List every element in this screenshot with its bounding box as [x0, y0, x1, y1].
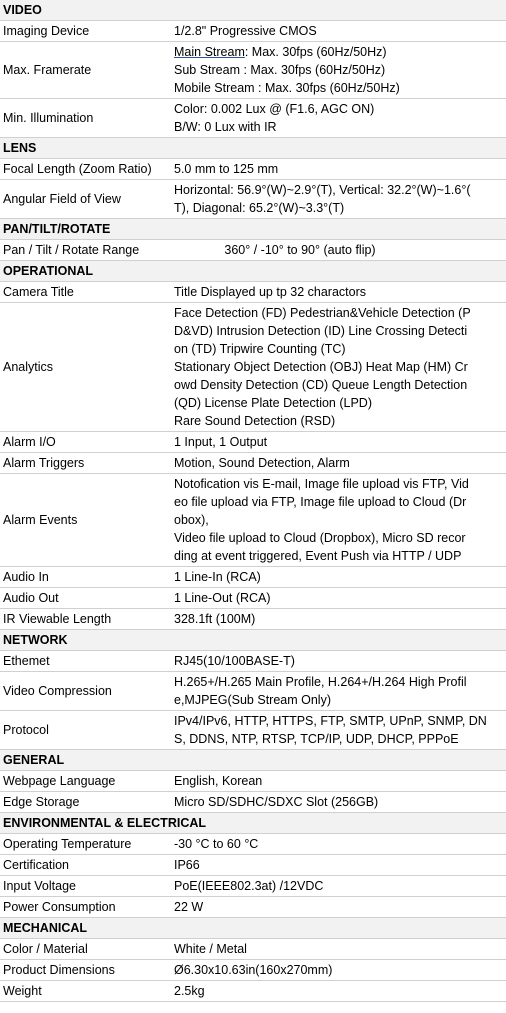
- spec-label: Max. Framerate: [3, 63, 92, 77]
- spec-value-line: 2.5kg: [174, 984, 205, 998]
- spec-row: [0, 960, 506, 981]
- spec-value-line: 360° / -10° to 90° (auto flip): [224, 243, 376, 257]
- spec-row: [0, 42, 506, 99]
- spec-row: [0, 651, 506, 672]
- spec-row: [0, 432, 506, 453]
- spec-value-line: 22 W: [174, 900, 204, 914]
- spec-value: [174, 21, 506, 41]
- spec-value-line: on (TD) Tripwire Counting (TC): [174, 342, 346, 356]
- spec-value-line: Stationary Object Detection (OBJ) Heat Map (HM) Cr: [174, 360, 468, 374]
- spec-value-line: 1 Line-Out (RCA): [174, 591, 271, 605]
- spec-value-line: PoE(IEEE802.3at) /12VDC: [174, 879, 324, 893]
- section-header: GENERAL: [0, 750, 506, 771]
- spec-value: [174, 42, 506, 98]
- spec-value-line: Mobile Stream : Max. 30fps (60Hz/50Hz): [174, 81, 400, 95]
- spec-value-line: IP66: [174, 858, 200, 872]
- section-header: LENS: [0, 138, 506, 159]
- spec-label: Alarm Triggers: [3, 456, 85, 470]
- section-header: ENVIRONMENTAL & ELECTRICAL: [0, 813, 506, 834]
- spec-value-line: B/W: 0 Lux with IR: [174, 120, 277, 134]
- spec-value: [174, 897, 506, 917]
- spec-row: [0, 303, 506, 432]
- spec-label: Color / Material: [3, 942, 88, 956]
- spec-label: IR Viewable Length: [3, 612, 112, 626]
- spec-row: [0, 567, 506, 588]
- spec-row: [0, 834, 506, 855]
- spec-row: [0, 939, 506, 960]
- spec-label: Angular Field of View: [3, 192, 121, 206]
- spec-row: [0, 453, 506, 474]
- section-header: OPERATIONAL: [0, 261, 506, 282]
- spec-value-line: 1 Input, 1 Output: [174, 435, 268, 449]
- spec-value-line: S, DDNS, NTP, RTSP, TCP/IP, UDP, DHCP, PPPoE: [174, 732, 459, 746]
- spec-value: [174, 282, 506, 302]
- spec-value-line: 1/2.8" Progressive CMOS: [174, 24, 317, 38]
- spec-value: [174, 588, 506, 608]
- spec-value: [174, 981, 506, 1001]
- spec-value-line: e,MJPEG(Sub Stream Only): [174, 693, 331, 707]
- spec-row: [0, 21, 506, 42]
- spec-value-line: 1 Line-In (RCA): [174, 570, 261, 584]
- spec-label: Ethemet: [3, 654, 50, 668]
- spec-row: [0, 240, 506, 261]
- spec-row: [0, 771, 506, 792]
- spec-label: Pan / Tilt / Rotate Range: [3, 243, 140, 257]
- spec-label: Alarm I/O: [3, 435, 56, 449]
- spec-row: [0, 792, 506, 813]
- spec-value: [174, 960, 506, 980]
- spec-value-line: Ø6.30x10.63in(160x270mm): [174, 963, 333, 977]
- spec-label: Camera Title: [3, 285, 74, 299]
- spec-value-line: Video file upload to Cloud (Dropbox), Micro SD recor: [174, 531, 466, 545]
- spec-value-line: eo file upload via FTP, Image file upload to Cloud (Dr: [174, 495, 467, 509]
- spec-label: Edge Storage: [3, 795, 80, 809]
- spec-value: [174, 567, 506, 587]
- spec-value: [174, 711, 506, 749]
- spec-row: [0, 672, 506, 711]
- spec-value: [174, 474, 506, 566]
- spec-label: Analytics: [3, 360, 54, 374]
- spec-value: [174, 99, 506, 137]
- spec-value: [174, 792, 506, 812]
- spec-value-line: Rare Sound Detection (RSD): [174, 414, 336, 428]
- spec-value-line: RJ45(10/100BASE-T): [174, 654, 295, 668]
- spec-value-line: -30 °C to 60 °C: [174, 837, 259, 851]
- spec-value: [174, 672, 506, 710]
- section-header: MECHANICAL: [0, 918, 506, 939]
- spec-label: Imaging Device: [3, 24, 90, 38]
- spec-label: Weight: [3, 984, 42, 998]
- spec-row: [0, 855, 506, 876]
- spec-value: [174, 939, 506, 959]
- spec-value-line: IPv4/IPv6, HTTP, HTTPS, FTP, SMTP, UPnP, SNMP, DN: [174, 714, 487, 728]
- spec-row: [0, 474, 506, 567]
- spec-value-line: ding at event triggered, Event Push via HTTP / UDP: [174, 549, 462, 563]
- spec-label: Webpage Language: [3, 774, 116, 788]
- spec-value: [174, 771, 506, 791]
- spec-value: [174, 240, 506, 260]
- spec-value-line: obox),: [174, 513, 209, 527]
- spec-label: Product Dimensions: [3, 963, 115, 977]
- spec-value-line: Title Displayed up tp 32 charactors: [174, 285, 366, 299]
- spec-value-line: (QD) License Plate Detection (LPD): [174, 396, 372, 410]
- spec-value: [174, 609, 506, 629]
- spec-label: Alarm Events: [3, 513, 78, 527]
- spec-value-line: Sub Stream : Max. 30fps (60Hz/50Hz): [174, 63, 386, 77]
- spec-row: [0, 99, 506, 138]
- spec-value-line: Motion, Sound Detection, Alarm: [174, 456, 350, 470]
- spec-value-line: D&VD) Intrusion Detection (ID) Line Crossing Detecti: [174, 324, 468, 338]
- spec-value-line: Notofication vis E-mail, Image file upload vis FTP, Vid: [174, 477, 469, 491]
- spec-row: [0, 159, 506, 180]
- spec-label: Power Consumption: [3, 900, 116, 914]
- spec-row: [0, 180, 506, 219]
- spec-label: Min. Illumination: [3, 111, 94, 125]
- spec-value-line: 328.1ft (100M): [174, 612, 256, 626]
- spec-value-line: T), Diagonal: 65.2°(W)~3.3°(T): [174, 201, 345, 215]
- spec-label: Certification: [3, 858, 69, 872]
- spec-value: [174, 180, 506, 218]
- spec-row: [0, 282, 506, 303]
- spec-value: [174, 651, 506, 671]
- spec-value-line: Horizontal: 56.9°(W)~2.9°(T), Vertical: 32.2°(W)~1.6°(: [174, 183, 471, 197]
- spec-label: Focal Length (Zoom Ratio): [3, 162, 152, 176]
- spec-value-line: Color: 0.002 Lux @ (F1.6, AGC ON): [174, 102, 375, 116]
- spec-value: [174, 432, 506, 452]
- spec-label: Input Voltage: [3, 879, 76, 893]
- spec-row: [0, 711, 506, 750]
- section-header: VIDEO: [0, 0, 506, 21]
- spec-value-line: Micro SD/SDHC/SDXC Slot (256GB): [174, 795, 379, 809]
- spec-value: [174, 876, 506, 896]
- spec-row: [0, 588, 506, 609]
- spec-value: [174, 159, 506, 179]
- spec-value-line: White / Metal: [174, 942, 247, 956]
- section-header: NETWORK: [0, 630, 506, 651]
- spec-row: [0, 609, 506, 630]
- spec-value-line: owd Density Detection (CD) Queue Length Detection: [174, 378, 468, 392]
- spec-value: [174, 453, 506, 473]
- spec-value-line: English, Korean: [174, 774, 263, 788]
- spec-label: Audio Out: [3, 591, 59, 605]
- spec-label: Video Compression: [3, 684, 112, 698]
- spec-value-line: Main Stream: Max. 30fps (60Hz/50Hz): [174, 45, 387, 59]
- spec-label: Operating Temperature: [3, 837, 132, 851]
- spec-value-line: 5.0 mm to 125 mm: [174, 162, 279, 176]
- spec-row: [0, 897, 506, 918]
- spec-value: [174, 855, 506, 875]
- spec-row: [0, 981, 506, 1002]
- spec-value: [174, 303, 506, 431]
- spec-value: [174, 834, 506, 854]
- spec-value-line: Face Detection (FD) Pedestrian&Vehicle Detection (P: [174, 306, 471, 320]
- spec-label: Audio In: [3, 570, 49, 584]
- underlined-text: Main Stream: [174, 45, 245, 59]
- spec-label: Protocol: [3, 723, 49, 737]
- spec-row: [0, 876, 506, 897]
- spec-value-line: H.265+/H.265 Main Profile, H.264+/H.264 High Profil: [174, 675, 467, 689]
- section-header: PAN/TILT/ROTATE: [0, 219, 506, 240]
